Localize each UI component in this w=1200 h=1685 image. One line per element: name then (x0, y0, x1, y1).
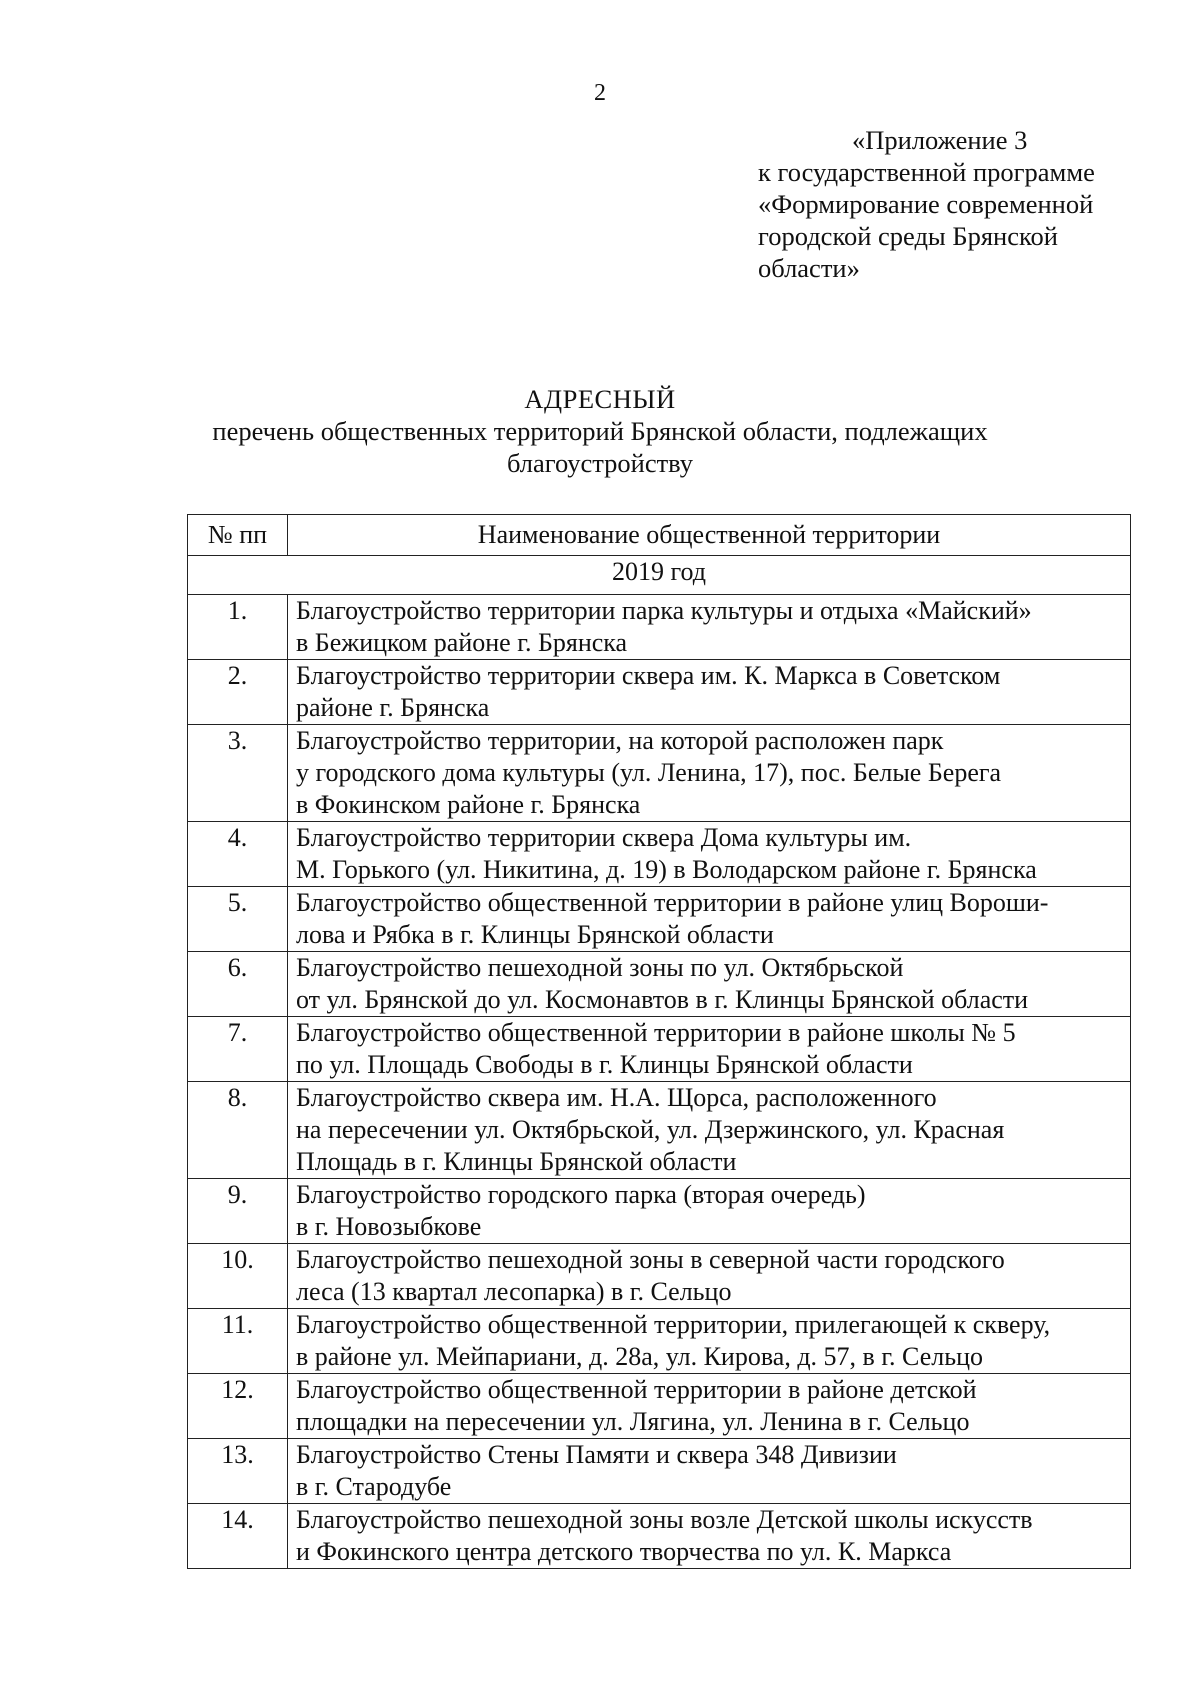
territory-name-line: у городского дома культуры (ул. Ленина, 17), пос. Белые Берега (296, 758, 1002, 787)
territory-name-line: лова и Рябка в г. Клинцы Брянской области (296, 920, 774, 949)
territory-name-line: районе г. Брянска (296, 693, 490, 722)
table-row (188, 595, 1131, 660)
row-number: 2. (188, 660, 288, 725)
table-row (188, 1082, 1131, 1179)
row-territory-name (288, 1017, 1131, 1082)
territories-table (187, 514, 1131, 1569)
row-number: 14. (188, 1504, 288, 1569)
table-row (188, 1374, 1131, 1439)
territory-name-line: Благоустройство пешеходной зоны в северной части городского (296, 1245, 1005, 1274)
territory-name-line: и Фокинского центра детского творчества по ул. К. Маркса (296, 1537, 952, 1566)
territory-name-line: Благоустройство сквера им. Н.А. Щорса, расположенного (296, 1083, 937, 1112)
year-label: 2019 год (188, 556, 1131, 595)
row-number: 9. (188, 1179, 288, 1244)
territory-name-line: в Фокинском районе г. Брянска (296, 790, 641, 819)
appendix-note (758, 124, 1178, 284)
title-main: АДРЕСНЫЙ (524, 384, 676, 414)
row-number: 1. (188, 595, 288, 660)
appendix-line: к государственной программе (758, 157, 1095, 187)
territory-name-line: в г. Стародубе (296, 1472, 452, 1501)
table-row (188, 660, 1131, 725)
territory-name-line: Благоустройство общественной территории в районе школы № 5 (296, 1018, 1016, 1047)
header-name: Наименование общественной территории (288, 515, 1131, 556)
header-num: № пп (188, 515, 288, 556)
row-territory-name (288, 952, 1131, 1017)
territory-name-line: Благоустройство общественной территории в районе детской (296, 1375, 977, 1404)
row-territory-name (288, 1309, 1131, 1374)
appendix-line: городской среды Брянской (758, 221, 1058, 251)
row-territory-name (288, 1504, 1131, 1569)
row-number: 5. (188, 887, 288, 952)
territory-name-line: Благоустройство пешеходной зоны по ул. Октябрьской (296, 953, 904, 982)
row-territory-name (288, 660, 1131, 725)
territory-name-line: Площадь в г. Клинцы Брянской области (296, 1147, 737, 1176)
territory-name-line: Благоустройство общественной территории, прилегающей к скверу, (296, 1310, 1051, 1339)
row-territory-name (288, 725, 1131, 822)
territory-name-line: по ул. Площадь Свободы в г. Клинцы Брянской области (296, 1050, 913, 1079)
territory-name-line: в г. Новозыбкове (296, 1212, 482, 1241)
row-number: 6. (188, 952, 288, 1017)
table-row (188, 952, 1131, 1017)
table-header-row (188, 515, 1131, 556)
territory-name-line: Благоустройство территории парка культуры и отдыха «Майский» (296, 596, 1032, 625)
row-number: 3. (188, 725, 288, 822)
territory-name-line: Благоустройство Стены Памяти и сквера 348 Дивизии (296, 1440, 897, 1469)
row-number: 7. (188, 1017, 288, 1082)
row-territory-name (288, 1374, 1131, 1439)
table-row (188, 725, 1131, 822)
row-territory-name (288, 1244, 1131, 1309)
territory-name-line: в Бежицком районе г. Брянска (296, 628, 628, 657)
row-territory-name (288, 1082, 1131, 1179)
territory-name-line: Благоустройство территории сквера им. К. Маркса в Советском (296, 661, 1001, 690)
territory-name-line: Благоустройство городского парка (вторая очередь) (296, 1180, 866, 1209)
row-territory-name (288, 1439, 1131, 1504)
table-row (188, 1244, 1131, 1309)
row-number: 13. (188, 1439, 288, 1504)
territory-name-line: в районе ул. Мейпариани, д. 28а, ул. Кирова, д. 57, в г. Сельцо (296, 1342, 983, 1371)
territory-name-line: Благоустройство территории, на которой расположен парк (296, 726, 944, 755)
row-number: 8. (188, 1082, 288, 1179)
appendix-line: «Приложение 3 (852, 125, 1028, 155)
row-number: 12. (188, 1374, 288, 1439)
appendix-line: «Формирование современной (758, 189, 1094, 219)
territory-name-line: Благоустройство общественной территории в районе улиц Вороши- (296, 888, 1049, 917)
territory-name-line: на пересечении ул. Октябрьской, ул. Дзержинского, ул. Красная (296, 1115, 1005, 1144)
title-subtitle: перечень общественных территорий Брянской области, подлежащих благоустройству (212, 416, 988, 478)
table-row (188, 1439, 1131, 1504)
table-row (188, 822, 1131, 887)
document-title (0, 383, 1200, 479)
row-territory-name (288, 822, 1131, 887)
row-number: 11. (188, 1309, 288, 1374)
page-number: 2 (594, 80, 606, 106)
row-number: 4. (188, 822, 288, 887)
territory-name-line: Благоустройство территории сквера Дома культуры им. (296, 823, 912, 852)
appendix-line: области» (758, 253, 860, 283)
table-row (188, 1017, 1131, 1082)
territory-name-line: площадки на пересечении ул. Лягина, ул. Ленина в г. Сельцо (296, 1407, 970, 1436)
table-row (188, 887, 1131, 952)
table-row (188, 1179, 1131, 1244)
row-territory-name (288, 887, 1131, 952)
year-row (188, 556, 1131, 595)
row-territory-name (288, 1179, 1131, 1244)
table-row (188, 1309, 1131, 1374)
territory-name-line: леса (13 квартал лесопарка) в г. Сельцо (296, 1277, 732, 1306)
territory-name-line: М. Горького (ул. Никитина, д. 19) в Володарском районе г. Брянска (296, 855, 1037, 884)
territory-name-line: от ул. Брянской до ул. Космонавтов в г. Клинцы Брянской области (296, 985, 1029, 1014)
row-number: 10. (188, 1244, 288, 1309)
row-territory-name (288, 595, 1131, 660)
territory-name-line: Благоустройство пешеходной зоны возле Детской школы искусств (296, 1505, 1033, 1534)
table-row (188, 1504, 1131, 1569)
